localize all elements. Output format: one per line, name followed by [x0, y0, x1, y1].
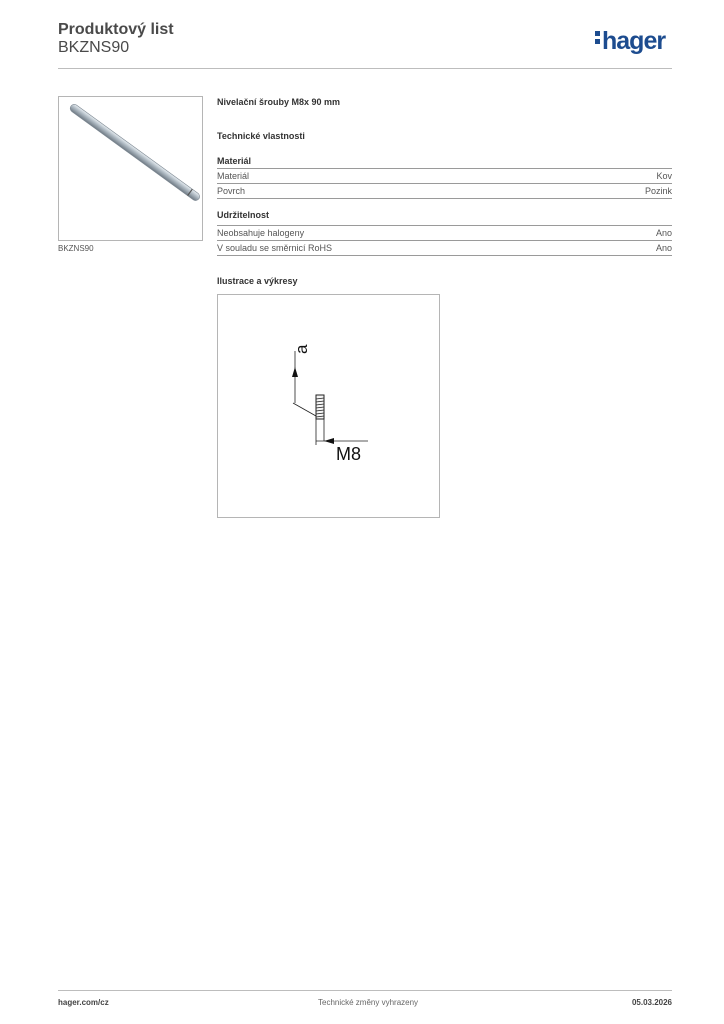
row-value: Ano — [655, 228, 672, 238]
page-title: Produktový list — [58, 21, 174, 38]
row-key: Neobsahuje halogeny — [217, 228, 305, 238]
logo-dots-icon — [595, 28, 600, 47]
table-row — [217, 184, 672, 199]
table-row — [217, 169, 672, 184]
hager-logo — [595, 27, 665, 56]
row-value: Ano — [655, 243, 672, 253]
row-value: Pozink — [644, 186, 672, 196]
label-m8: M8 — [336, 444, 362, 464]
logo-text: hager — [602, 27, 666, 55]
footer-date: 05.03.2026 — [631, 998, 672, 1007]
header-divider — [58, 68, 672, 69]
table-row — [217, 226, 672, 241]
footer-website-link[interactable]: hager.com/cz — [58, 998, 109, 1007]
threaded-rod-icon — [59, 97, 202, 240]
product-code: BKZNS90 — [58, 39, 130, 56]
footer-notice: Technické změny vyhrazeny — [318, 998, 419, 1007]
row-key: V souladu se směrnicí RoHS — [217, 243, 333, 253]
technical-heading: Technické vlastnosti — [217, 131, 305, 141]
illustrations-heading: Ilustrace a výkresy — [217, 276, 298, 286]
dimension-drawing — [218, 295, 439, 517]
image-caption: BKZNS90 — [58, 244, 94, 253]
row-value: Kov — [656, 171, 672, 181]
table-row — [217, 241, 672, 256]
label-a: a — [292, 344, 311, 354]
footer-divider — [58, 990, 672, 991]
section-heading-material: Materiál — [217, 156, 252, 166]
row-key: Povrch — [217, 186, 246, 196]
technical-drawing — [217, 294, 440, 518]
product-image — [58, 96, 203, 241]
row-key: Materiál — [217, 171, 250, 181]
section-heading-sustainability: Udržitelnost — [217, 210, 270, 220]
product-description: Nivelační šrouby M8x 90 mm — [217, 97, 341, 107]
